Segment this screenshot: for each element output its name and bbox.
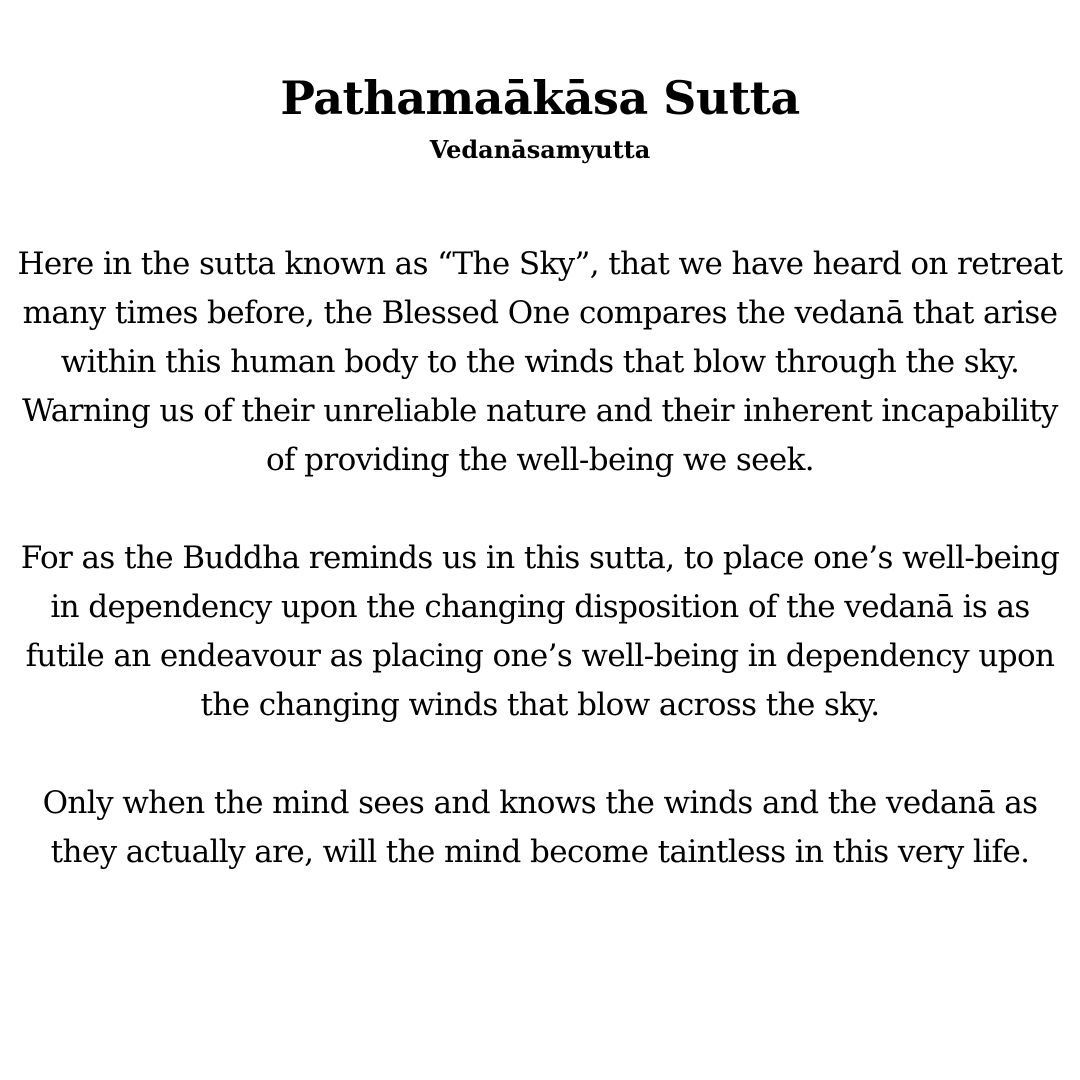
paragraph-2: For as the Buddha reminds us in this sutta, to place one’s well-being in dependency upon the changing disposition of the vedanā is as futile an endeavour as placing one’s well-being in dependency upon the changing winds that blow across the sky.: [20, 540, 1060, 723]
paragraph-1: Here in the sutta known as “The Sky”, that we have heard on retreat many times before, the Blessed One compares the vedanā that arise within this human body to the winds that blow through the sky. Warning us of their unreliable nature and their inherent incapability of providing the well-being we seek.: [17, 246, 1063, 478]
paragraph-3: Only when the mind sees and knows the winds and the vedanā as they actually are, will the mind become taintless in this very life.: [42, 785, 1038, 870]
page-title: Pathamaākāsa Sutta: [280, 71, 800, 125]
body-text: [0, 240, 1080, 877]
page-subtitle: Vedanāsamyutta: [429, 135, 651, 164]
